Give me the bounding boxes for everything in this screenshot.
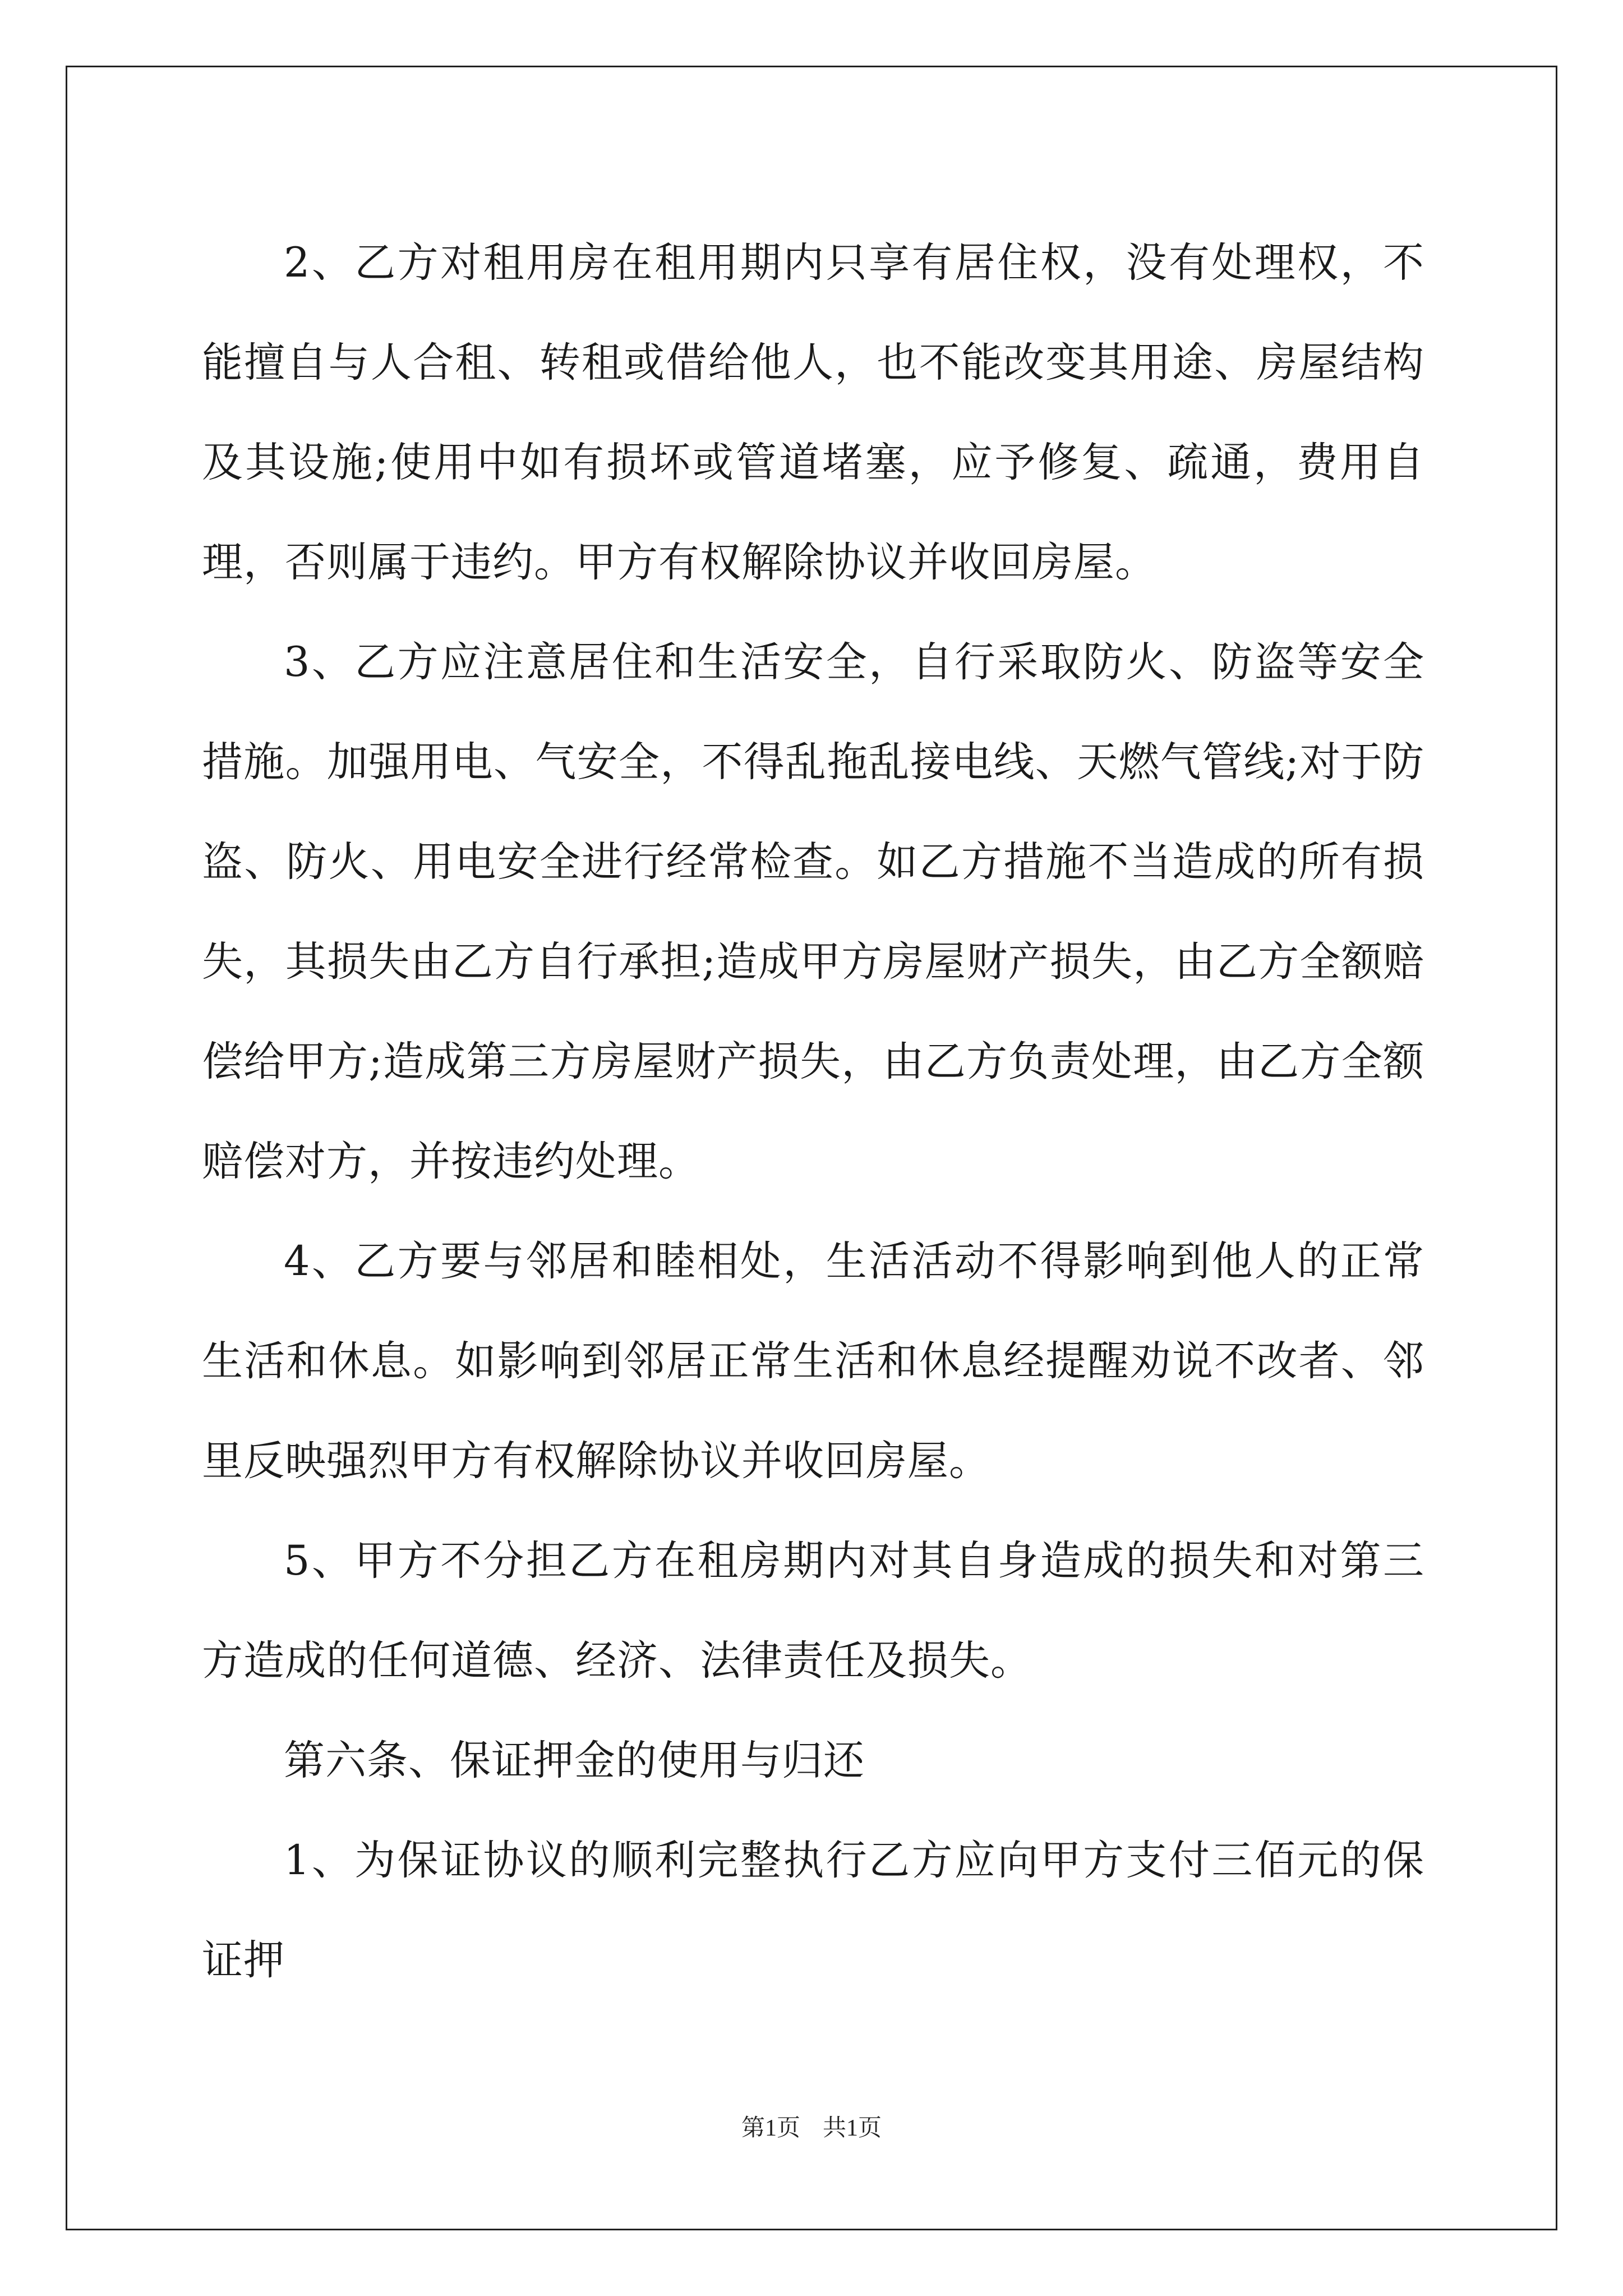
document-body — [202, 213, 1424, 2010]
paragraph-clause-3: 3、乙方应注意居住和生活安全，自行采取防火、防盗等安全措施。加强用电、气安全，不得乱拖乱接电线、天燃气管线;对于防盗、防火、用电安全进行经常检查。如乙方措施不当造成的所有损失，其损失由乙方自行承担;造成甲方房屋财产损失，由乙方全额赔偿给甲方;造成第三方房屋财产损失，由乙方负责处理，由乙方全额赔偿对方，并按违约处理。 — [202, 638, 1424, 1185]
paragraph-clause-5: 5、甲方不分担乙方在租房期内对其自身造成的损失和对第三方造成的任何道德、经济、法律责任及损失。 — [202, 1537, 1424, 1685]
paragraph-clause-2: 2、乙方对租用房在租用期内只享有居住权，没有处理权，不能擅自与人合租、转租或借给他人，也不能改变其用途、房屋结构及其设施;使用中如有损坏或管道堵塞，应予修复、疏通，费用自理，否则属于违约。甲方有权解除协议并收回房屋。 — [202, 239, 1424, 586]
page-number: 第1页 — [741, 2115, 800, 2141]
total-pages: 共1页 — [823, 2115, 882, 2141]
paragraph-deposit-1: 1、为保证协议的顺利完整执行乙方应向甲方支付三佰元的保证押 — [202, 1837, 1424, 1984]
section-heading-article-6: 第六条、保证押金的使用与归还 — [284, 1737, 865, 1784]
page-footer — [0, 2109, 1623, 2143]
paragraph-clause-4: 4、乙方要与邻居和睦相处，生活活动不得影响到他人的正常生活和休息。如影响到邻居正常生活和休息经提醒劝说不改者、邻里反映强烈甲方有权解除协议并收回房屋。 — [202, 1237, 1424, 1485]
